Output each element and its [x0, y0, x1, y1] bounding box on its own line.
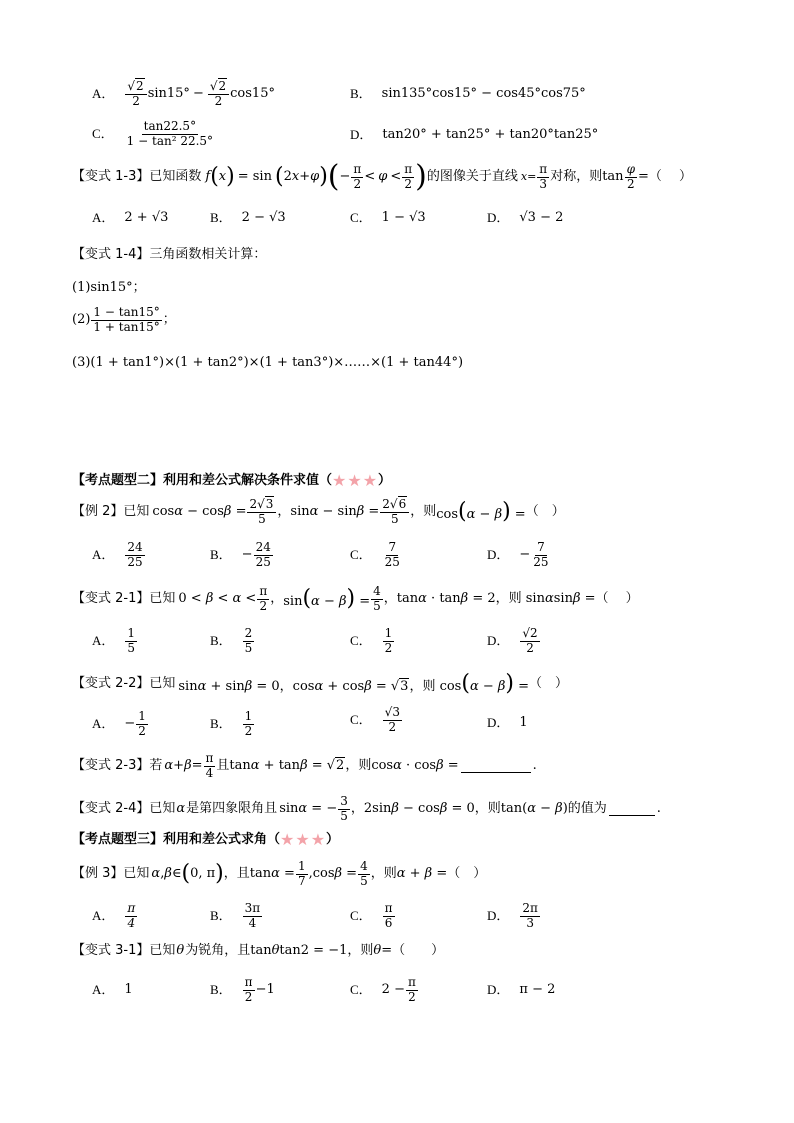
ex2-option-c: C． $\frac{7}{25}$ — [350, 540, 400, 569]
answer-blank[interactable] — [609, 803, 655, 816]
question-v1-3: 【变式 1-3】 已知函数 f ( x ) = sin ( 2 x + φ ) ( − $\frac{\pi}{2}$ < φ < $\frac{\pi}{2}$ ) 的图像关于直线 x = $\frac{\pi}{3}$ 对称，则 tan $\frac{\varphi}{2}$ = （ ） — [72, 159, 693, 194]
answer-blank[interactable] — [461, 760, 531, 773]
prev-option-c: C． $\frac{\tan 22.5^\circ}{\text{1 − tan² 22.5°}}$ — [92, 119, 214, 148]
question-v2-2: 【变式 2-2】 已知 sinα + sinβ = 0，cosα + cosβ = √3，则 cos(α − β) = （ ） — [72, 671, 569, 696]
option-label: A． — [92, 86, 115, 102]
prev-option-b: B． sin135°cos15° − cos45°cos75° — [350, 86, 586, 101]
v1-3-option-a: A． 2 + √3 — [92, 210, 169, 225]
ex3-option-a: A． $\frac{\pi}{4}$ — [92, 901, 136, 930]
ex3-option-d: D． $\frac{2\pi}{3}$ — [487, 901, 538, 930]
question-v1-4: 【变式 1-4】 三角函数相关计算： — [72, 247, 267, 262]
v2-1-option-c: C． $\frac{1}{2}$ — [350, 626, 393, 655]
v1-3-option-c: C． 1 − √3 — [350, 210, 426, 225]
v2-1-option-d: D． $\frac{√2}{2}$ — [487, 626, 538, 655]
question-v2-4: 【变式 2-4】 已知 α 是第四象限角且 sinα = − $\frac{3}{5}$ ， 2sinβ − cosβ = 0 ，则 tan(α − β) 的值为 . — [72, 794, 661, 823]
v1-4-part-3: (3)(1 + tan1°)×(1 + tan2°)×(1 + tan3°)×……×(1 + tan44°) — [72, 355, 464, 370]
v2-2-option-c: C． $\frac{√3}{2}$ — [350, 705, 400, 734]
example-3: 【例 3】 已知 α , β ∈ ( 0, π ) ，且 tanα = $\frac{1}{7}$ ,cosβ = $\frac{4}{5}$ ，则 α + β = （ ） — [72, 859, 487, 888]
rating-stars: ★★★ — [332, 471, 379, 490]
prev-option-d: D． tan20° + tan25° + tan20°tan25° — [350, 127, 599, 142]
v2-1-option-b: B． $\frac{2}{5}$ — [210, 626, 253, 655]
question-v3-1: 【变式 3-1】 已知 θ 为锐角，且 tanθtan2 = −1 ，则 θ = （ ） — [72, 943, 445, 958]
question-v2-3: 【变式 2-3】 若 α + β = $\frac{\pi}{4}$ 且 tanα + tanβ = √2 ，则 cosα · cosβ = . — [72, 751, 537, 780]
rating-stars: ★★★ — [280, 830, 327, 849]
v2-2-option-b: B． $\frac{1}{2}$ — [210, 709, 253, 738]
prev-option-a: A． $\frac{√2}{2}$ sin15° − $\frac{√2}{2}$ cos15° — [92, 79, 275, 108]
ex3-option-b: B． $\frac{3\pi}{4}$ — [210, 901, 261, 930]
section-title-type2: 【考点题型二】利用和差公式解决条件求值（ ★★★ ） — [72, 471, 392, 490]
ex2-option-b: B． − $\frac{24}{25}$ — [210, 540, 271, 569]
section-title-type3: 【考点题型三】利用和差公式求角（ ★★★ ） — [72, 830, 340, 849]
v1-3-option-d: D． √3 − 2 — [487, 210, 564, 225]
fraction: $\frac{√2}{2}$ — [125, 80, 146, 109]
ex3-option-c: C． $\frac{\pi}{6}$ — [350, 901, 393, 930]
v1-4-part-1: (1)sin15°； — [72, 280, 146, 295]
example-2: 【例 2】 已知 cosα − cosβ = $\frac{2√3}{5}$ ， sinα − sinβ = $\frac{2√6}{5}$ ，则 cos(α − β) = （ ） — [72, 497, 565, 526]
v3-1-option-a: A． 1 — [92, 982, 133, 997]
ex2-option-a: A． $\frac{24}{25}$ — [92, 540, 143, 569]
question-v2-1: 【变式 2-1】 已知 0 < β < α < $\frac{\pi}{2}$ ， sin(α − β) = $\frac{4}{5}$ ， tanα · tanβ = 2，则 sinαsinβ = （ ） — [72, 584, 639, 613]
fraction: $\frac{√2}{2}$ — [208, 80, 229, 109]
v1-4-part-2: (2) $\frac{1 - \tan 15^\circ}{1 + \tan 15^\circ}$ ； — [72, 305, 176, 334]
v3-1-option-b: B． $\frac{\pi}{2}$ −1 — [210, 975, 275, 1004]
v1-3-option-b: B． 2 − √3 — [210, 210, 286, 225]
ex2-option-d: D． − $\frac{7}{25}$ — [487, 540, 549, 569]
v2-2-option-a: A． − $\frac{1}{2}$ — [92, 709, 146, 738]
v2-1-option-a: A． $\frac{1}{5}$ — [92, 626, 136, 655]
v2-2-option-d: D． 1 — [487, 715, 528, 730]
v3-1-option-d: D． π − 2 — [487, 982, 556, 997]
fraction: $\frac{\tan 22.5^\circ}{\text{1 − tan² 22.5°}}$ — [126, 119, 214, 148]
v3-1-option-c: C． 2 − $\frac{\pi}{2}$ — [350, 975, 416, 1004]
